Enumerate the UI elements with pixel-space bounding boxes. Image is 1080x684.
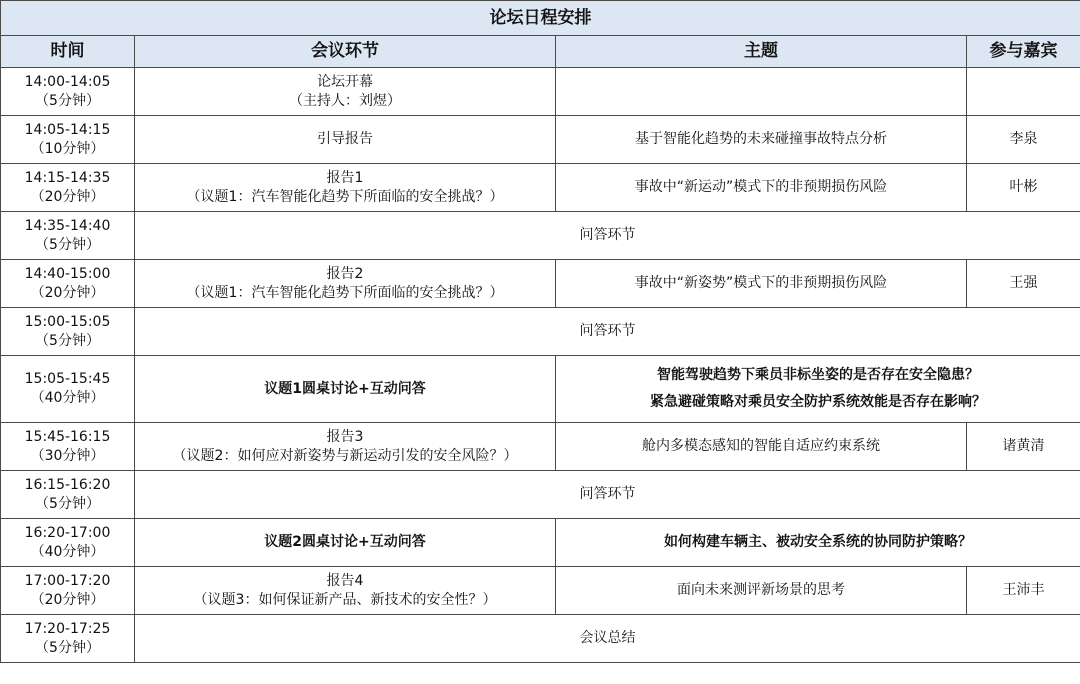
- topic-cell: [556, 68, 967, 116]
- roundtable-session-cell: 议题2圆桌讨论+互动问答: [135, 519, 556, 567]
- session-cell: 引导报告: [135, 116, 556, 164]
- duration: （10分钟）: [30, 140, 105, 157]
- session-cell: [135, 423, 556, 471]
- table-row: [1, 519, 1080, 567]
- time-range: 15:45-16:15: [24, 428, 111, 445]
- time-range: 17:00-17:20: [24, 572, 111, 589]
- session-note: （议题1：汽车智能化趋势下所面临的安全挑战？）: [186, 284, 504, 301]
- table-title: 论坛日程安排: [1, 1, 1080, 36]
- session-note: （议题3：如何保证新产品、新技术的安全性？）: [193, 591, 497, 608]
- time-cell: [1, 212, 135, 260]
- table-row: [1, 423, 1080, 471]
- table-row: [1, 116, 1080, 164]
- duration: （20分钟）: [30, 284, 105, 301]
- table-row: [1, 615, 1080, 663]
- session-cell: [135, 260, 556, 308]
- duration: （30分钟）: [30, 447, 105, 464]
- table-row: [1, 356, 1080, 423]
- duration: （5分钟）: [35, 639, 100, 656]
- topic-cell: 事故中“新运动”模式下的非预期损伤风险: [556, 164, 967, 212]
- time-range: 15:05-15:45: [24, 371, 111, 387]
- session-cell: [135, 68, 556, 116]
- table-row: [1, 567, 1080, 615]
- roundtable-question: 紧急避碰策略对乘员安全防护系统效能是否存在影响？: [650, 394, 986, 410]
- topic-cell: 事故中“新姿势”模式下的非预期损伤风险: [556, 260, 967, 308]
- qa-cell: 问答环节: [135, 308, 1080, 356]
- table-row: [1, 260, 1080, 308]
- session-cell: [135, 164, 556, 212]
- qa-cell: 问答环节: [135, 471, 1080, 519]
- session-note: （议题1：汽车智能化趋势下所面临的安全挑战？）: [186, 188, 504, 205]
- guest-cell: 诸黄清: [967, 423, 1080, 471]
- time-cell: [1, 423, 135, 471]
- header-session: 会议环节: [135, 36, 556, 68]
- header-guest: 参与嘉宾: [967, 36, 1080, 68]
- roundtable-session-cell: 议题1圆桌讨论+互动问答: [135, 356, 556, 423]
- table-row: [1, 308, 1080, 356]
- session-note: （主持人：刘煜）: [289, 92, 401, 109]
- time-cell: [1, 356, 135, 423]
- roundtable-topic-cell: [556, 356, 1080, 423]
- guest-cell: 李泉: [967, 116, 1080, 164]
- time-cell: [1, 471, 135, 519]
- title-row: [1, 1, 1080, 36]
- topic-cell: 基于智能化趋势的未来碰撞事故特点分析: [556, 116, 967, 164]
- session-note: （议题2：如何应对新姿势与新运动引发的安全风险？）: [172, 447, 518, 464]
- time-range: 14:15-14:35: [24, 169, 111, 186]
- session-cell: [135, 567, 556, 615]
- duration: （5分钟）: [35, 495, 100, 512]
- header-row: [1, 36, 1080, 68]
- session-name: 报告3: [326, 428, 364, 445]
- duration: （40分钟）: [30, 543, 105, 560]
- time-range: 16:15-16:20: [24, 476, 111, 493]
- guest-cell: 王沛丰: [967, 567, 1080, 615]
- time-range: 16:20-17:00: [24, 524, 111, 541]
- duration: （5分钟）: [35, 92, 100, 109]
- header-topic: 主题: [556, 36, 967, 68]
- summary-cell: 会议总结: [135, 615, 1080, 663]
- time-cell: [1, 164, 135, 212]
- line-gap: [560, 385, 1076, 393]
- duration: （20分钟）: [30, 591, 105, 608]
- table-row: [1, 212, 1080, 260]
- time-range: 14:00-14:05: [24, 73, 111, 90]
- session-name: 报告2: [326, 265, 364, 282]
- qa-cell: 问答环节: [135, 212, 1080, 260]
- table-row: [1, 164, 1080, 212]
- time-cell: [1, 519, 135, 567]
- duration: （5分钟）: [35, 236, 100, 253]
- roundtable-question: 智能驾驶趋势下乘员非标坐姿的是否存在安全隐患？: [657, 367, 979, 383]
- time-cell: [1, 567, 135, 615]
- time-range: 14:40-15:00: [24, 265, 111, 282]
- duration: （40分钟）: [30, 390, 105, 406]
- table-row: [1, 471, 1080, 519]
- guest-cell: 叶彬: [967, 164, 1080, 212]
- table-row: [1, 68, 1080, 116]
- duration: （5分钟）: [35, 332, 100, 349]
- time-cell: [1, 116, 135, 164]
- session-name: 报告4: [326, 572, 364, 589]
- time-cell: [1, 68, 135, 116]
- header-time: 时间: [1, 36, 135, 68]
- time-cell: [1, 260, 135, 308]
- roundtable-topic-cell: 如何构建车辆主、被动安全系统的协同防护策略？: [556, 519, 1080, 567]
- time-range: 14:35-14:40: [24, 217, 111, 234]
- time-cell: [1, 308, 135, 356]
- time-range: 14:05-14:15: [24, 121, 111, 138]
- session-name: 论坛开幕: [317, 73, 373, 90]
- time-range: 17:20-17:25: [24, 620, 111, 637]
- time-range: 15:00-15:05: [24, 313, 111, 330]
- topic-cell: 舱内多模态感知的智能自适应约束系统: [556, 423, 967, 471]
- time-cell: [1, 615, 135, 663]
- guest-cell: [967, 68, 1080, 116]
- duration: （20分钟）: [30, 188, 105, 205]
- topic-cell: 面向未来测评新场景的思考: [556, 567, 967, 615]
- guest-cell: 王强: [967, 260, 1080, 308]
- session-name: 报告1: [326, 169, 364, 186]
